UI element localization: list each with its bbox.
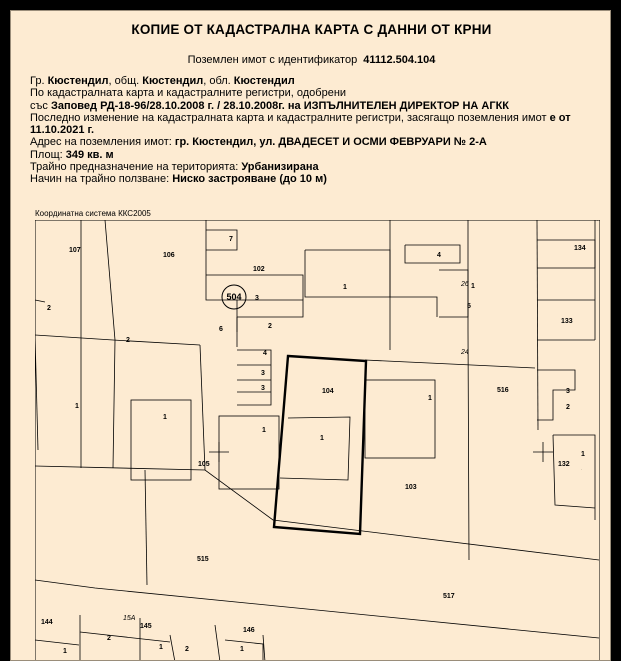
usage-value: Ниско застрояване (до 10 м) <box>172 173 327 186</box>
parcel-label: 24 <box>461 349 469 356</box>
area-label: Площ: <box>30 148 66 161</box>
parcel-label: 132 <box>558 461 570 468</box>
parcel-label: 1 <box>75 403 79 410</box>
parcel-label: 105 <box>198 461 210 468</box>
highlighted-parcel-104 <box>274 356 366 534</box>
parcel-label: 515 <box>197 556 209 563</box>
address-value: гр. Кюстендил, ул. ДВАДЕСЕТ И ОСМИ ФЕВРУАРИ № 2-А <box>174 136 487 149</box>
identifier-label: Поземлен имот с идентификатор <box>187 54 358 66</box>
parcel-label: 1 <box>581 451 585 458</box>
parcel-label: 2 <box>185 646 189 653</box>
parcel-label: 4 <box>263 350 267 357</box>
parcel-label: 15А <box>123 615 136 622</box>
last-change-line <box>30 112 605 124</box>
usage-label: Начин на трайно ползване: <box>30 173 173 186</box>
parcel-label: 146 <box>243 627 255 634</box>
parcel-label: 104 <box>322 388 334 395</box>
parcel-label: 2 <box>126 337 130 344</box>
parcel-label: 4 <box>437 252 441 259</box>
coordinate-system-label: Координатна система ККС2005 <box>35 209 151 218</box>
parcel-label: 1 <box>240 646 244 653</box>
parcel-label: 1 <box>163 414 167 421</box>
order-line <box>30 100 605 112</box>
parcel-label: 1 <box>471 283 475 290</box>
town-prefix: Гр. <box>30 75 48 87</box>
last-change-date-value: 11.10.2021 г. <box>30 124 95 137</box>
parcel-label: 1 <box>262 427 266 434</box>
parcel-label: 1 <box>581 470 582 471</box>
parcel-label: 1 <box>63 648 67 655</box>
identifier-line <box>11 54 611 66</box>
parcel-label: 2 <box>107 635 111 642</box>
parcel-label: 103 <box>405 484 417 491</box>
cadastral-sheet <box>10 10 611 661</box>
purpose-label: Трайно предназначение на територията: <box>30 161 242 174</box>
parcel-label: 106 <box>163 252 175 259</box>
region: Кюстендил <box>233 75 295 87</box>
address-line <box>30 136 605 148</box>
parcel-label: 3 <box>261 385 265 392</box>
last-change-text: Последно изменение на кадастралната карта и кадастралните регистри, засягащо поземления имот <box>30 111 550 124</box>
parcel-label: 1 <box>343 284 347 291</box>
property-info <box>30 75 605 186</box>
area-value: 349 кв. м <box>65 148 114 161</box>
purpose-line <box>30 161 605 173</box>
parcel-label: 102 <box>253 266 265 273</box>
usage-line <box>30 173 605 185</box>
parcel-label: 2 <box>47 305 51 312</box>
purpose-value: Урбанизирана <box>241 161 319 174</box>
order-prefix: със <box>30 99 51 112</box>
parcel-label: 133 <box>561 318 573 325</box>
parcel-label: 3 <box>566 388 570 395</box>
document-title: КОПИЕ ОТ КАДАСТРАЛНА КАРТА С ДАННИ ОТ КРНИ <box>131 22 492 37</box>
parcel-label: 7 <box>229 236 233 243</box>
parcel-label: 26 <box>461 281 469 288</box>
cadastral-map <box>35 220 600 661</box>
parcel-label: 517 <box>443 593 455 600</box>
parcel-label: 516 <box>497 387 509 394</box>
parcel-label: 144 <box>41 619 53 626</box>
parcel-label: 1 <box>159 644 163 651</box>
block-number: 504 <box>226 292 242 302</box>
parcel-label: 2 <box>268 323 272 330</box>
parcel-label: 3 <box>255 295 259 302</box>
region-prefix: , обл. <box>203 75 234 87</box>
parcel-label: 145 <box>140 623 152 630</box>
muni-prefix: , общ. <box>108 75 143 87</box>
parcel-label: 1 <box>597 221 598 222</box>
order-text: Заповед РД-18-96/28.10.2008 г. / 28.10.2008г. на ИЗПЪЛНИТЕЛЕН ДИРЕКТОР НА АГКК <box>50 99 509 112</box>
parcel-label: 1 <box>428 395 432 402</box>
parcel-label: 107 <box>69 247 81 254</box>
location-line <box>30 75 605 87</box>
identifier-value: 41112.504.104 <box>363 54 436 66</box>
area-line <box>30 149 605 161</box>
approval-line: По кадастралната карта и кадастралните регистри, одобрени <box>30 87 347 100</box>
last-change-date <box>30 124 605 136</box>
parcel-label: 2 <box>566 404 570 411</box>
parcel-label: 1 <box>320 435 324 442</box>
last-change-e-ot: е от <box>549 111 571 124</box>
parcel-label: 134 <box>574 245 586 252</box>
address-label: Адрес на поземления имот: <box>30 136 175 149</box>
parcel-label: 3 <box>261 370 265 377</box>
town: Кюстендил <box>47 75 109 87</box>
parcel-label: 6 <box>219 326 223 333</box>
parcel-label: 5 <box>467 303 471 310</box>
municipality: Кюстендил <box>142 75 204 87</box>
